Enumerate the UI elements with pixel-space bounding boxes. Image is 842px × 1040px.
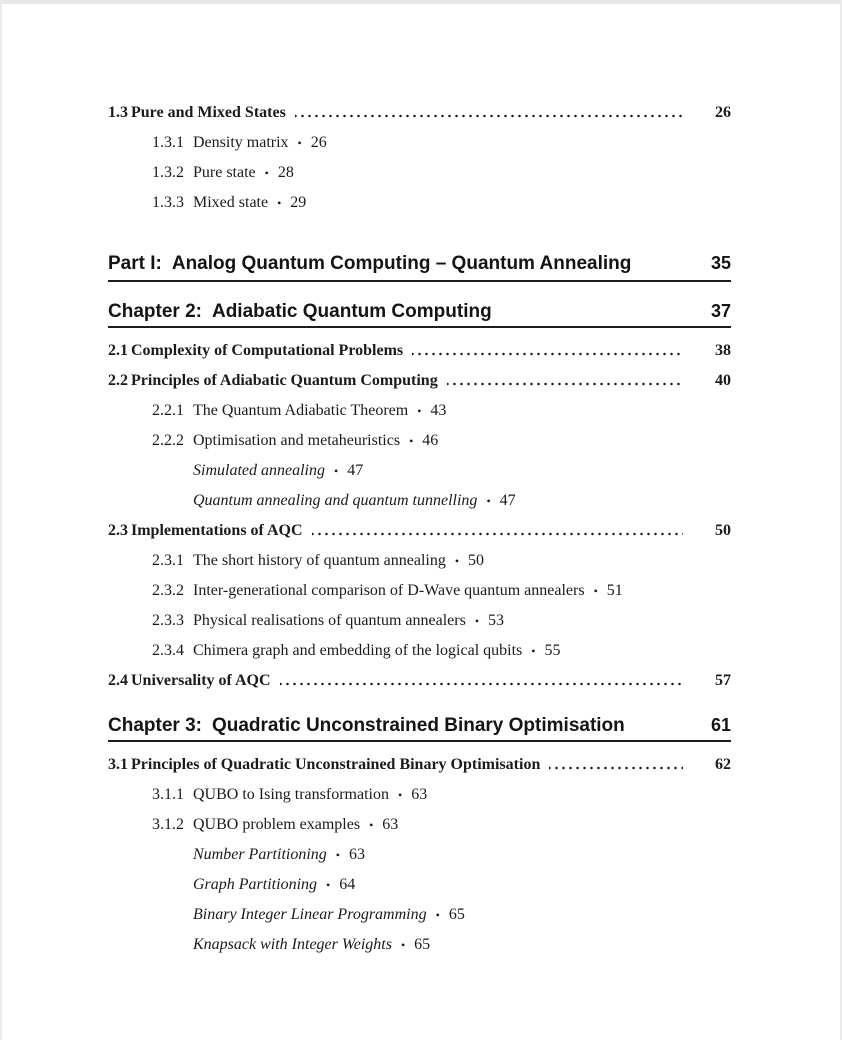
page-edge-top [0,0,842,4]
entry-page-number: 64 [339,876,356,893]
entry-title: Pure and Mixed States [131,104,286,121]
page-edge-left [0,0,2,1040]
heading-label: Part I: [108,253,162,274]
bullet-separator: • [326,877,331,892]
entry-title: Number Partitioning [193,846,327,863]
chapter-heading [108,300,731,328]
entry-page-number: 65 [448,906,465,923]
entry-title: Inter-generational comparison of D-Wave quantum annealers [193,582,585,599]
entry-title: The short history of quantum annealing [193,552,446,569]
toc-subsection-row [108,576,731,606]
bullet-separator: • [297,135,302,150]
entry-number: 2.3.4 [152,642,184,659]
entry-title: Principles of Quadratic Unconstrained Binary Optimisation [131,756,541,773]
entry-number: 2.3.2 [152,582,184,599]
entry-number: 3.1.2 [152,816,184,833]
entry-title: Density matrix [193,134,289,151]
dot-leader [312,516,683,546]
toc-subsubsection-row [108,930,731,960]
bullet-separator: • [277,195,282,210]
bullet-separator: • [335,847,340,862]
entry-number: 2.3.1 [152,552,184,569]
entry-title: QUBO to Ising transformation [193,786,389,803]
dot-leader [412,336,683,366]
entry-number: 2.4 [108,672,128,689]
dot-leader [447,366,683,396]
entry-title: Principles of Adiabatic Quantum Computing [131,372,438,389]
entry-title: Implementations of AQC [131,522,303,539]
entry-title: Mixed state [193,194,269,211]
bullet-separator: • [409,433,414,448]
toc-subsection-row [108,546,731,576]
heading-title: Quadratic Unconstrained Binary Optimisation [211,715,625,736]
entry-number: 2.1 [108,342,128,359]
heading-page-number: 35 [710,253,731,273]
entry-title: Universality of AQC [131,672,271,689]
entry-title: Pure state [193,164,256,181]
toc-subsection-row [108,396,731,426]
entry-page-number: 43 [430,402,447,419]
entry-number: 1.3.3 [152,194,184,211]
entry-page-number: 50 [468,552,485,569]
heading-label: Chapter 2: [108,301,202,322]
entry-number: 2.3 [108,522,128,539]
toc-section-row [108,366,731,396]
bullet-separator: • [454,553,460,568]
heading-title: Analog Quantum Computing – Quantum Annealing [171,253,632,274]
bullet-separator: • [369,817,374,832]
toc-subsection-row [108,158,731,188]
entry-page-number: 26 [715,104,731,121]
entry-title: Physical realisations of quantum annealers [193,612,466,629]
toc-subsection-row [108,810,731,840]
toc-subsubsection-row [108,900,731,930]
entry-title: Simulated annealing [193,462,325,479]
entry-page-number: 63 [411,786,428,803]
entry-page-number: 26 [310,134,327,151]
entry-title: The Quantum Adiabatic Theorem [193,402,409,419]
entry-number: 2.2 [108,372,128,389]
toc-section-row [108,666,731,696]
entry-title: Binary Integer Linear Programming [193,906,427,923]
toc-subsection-row [108,780,731,810]
toc-subsection-row [108,128,731,158]
toc-subsubsection-row [108,486,731,516]
bullet-separator: • [474,613,480,628]
entry-page-number: 63 [348,846,365,863]
toc-subsection-row [108,606,731,636]
dot-leader [549,750,683,780]
entry-page-number: 63 [382,816,399,833]
bullet-separator: • [333,463,339,478]
entry-page-number: 46 [422,432,439,449]
toc-subsubsection-row [108,456,731,486]
entry-page-number: 38 [715,342,731,359]
entry-page-number: 47 [347,462,364,479]
toc-subsection-row [108,188,731,218]
heading-title: Adiabatic Quantum Computing [211,301,492,322]
bullet-separator: • [435,907,440,922]
entry-page-number: 53 [488,612,505,629]
entry-page-number: 50 [715,522,731,539]
dot-leader [280,666,683,696]
toc-list [108,98,731,960]
toc-subsection-row [108,636,731,666]
bullet-separator: • [486,493,491,508]
entry-page-number: 47 [499,492,516,509]
toc-subsubsection-row [108,870,731,900]
entry-page-number: 62 [715,756,731,773]
entry-page-number: 55 [544,642,561,659]
entry-title: Complexity of Computational Problems [131,342,404,359]
bullet-separator: • [531,643,536,658]
entry-page-number: 57 [715,672,731,689]
toc-section-row [108,750,731,780]
entry-number: 3.1.1 [152,786,184,803]
entry-page-number: 65 [414,936,431,953]
heading-page-number: 37 [710,301,731,321]
entry-number: 1.3 [108,104,128,121]
toc-section-row [108,98,731,128]
entry-number: 2.2.1 [152,402,184,419]
entry-number: 2.3.3 [152,612,184,629]
chapter-heading [108,714,731,742]
heading-label: Chapter 3: [108,715,202,736]
heading-page-number: 61 [710,715,731,735]
bullet-separator: • [417,403,422,418]
entry-title: QUBO problem examples [193,816,361,833]
entry-title: Knapsack with Integer Weights [193,936,392,953]
entry-number: 1.3.1 [152,134,184,151]
entry-title: Chimera graph and embedding of the logical qubits [193,642,523,659]
bullet-separator: • [593,583,598,598]
entry-title: Optimisation and metaheuristics [193,432,401,449]
dot-leader [295,98,683,128]
toc-subsection-row [108,426,731,456]
bullet-separator: • [400,937,406,952]
entry-number: 3.1 [108,756,128,773]
entry-page-number: 29 [290,194,307,211]
entry-page-number: 28 [277,164,294,181]
part-heading [108,252,731,282]
entry-title: Quantum annealing and quantum tunnelling [193,492,478,509]
entry-number: 2.2.2 [152,432,184,449]
bullet-separator: • [397,787,403,802]
toc-section-row [108,516,731,546]
bullet-separator: • [264,165,269,180]
toc-section-row [108,336,731,366]
entry-page-number: 40 [715,372,731,389]
toc-subsubsection-row [108,840,731,870]
entry-title: Graph Partitioning [193,876,318,893]
entry-page-number: 51 [606,582,623,599]
entry-number: 1.3.2 [152,164,184,181]
